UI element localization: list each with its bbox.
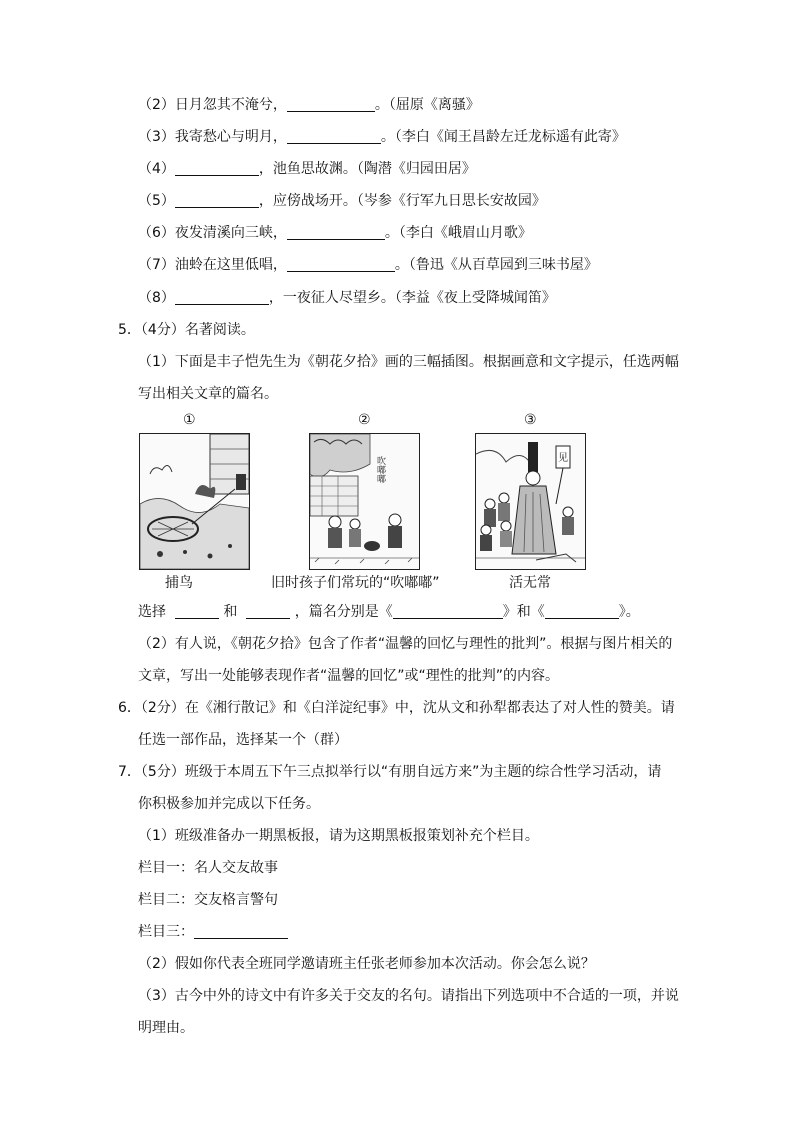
poem-prefix: （7）油蛉在这里低唱，	[138, 257, 287, 273]
poem-line	[138, 255, 598, 275]
q6-line1: 6．（2分）在《湘行散记》和《白洋淀纪事》中，沈从文和孙犁都表达了对人性的赞美。请	[118, 700, 675, 716]
figure-1-caption: 捕鸟	[165, 575, 193, 591]
q7-column-1: 栏目一：名人交友故事	[138, 860, 278, 876]
q7-sub1: （1）班级准备办一期黑板报，请为这期黑板报策划补充个栏目。	[138, 828, 539, 844]
answer-blank[interactable]	[175, 290, 269, 305]
poem-prefix: （6）夜发清溪向三峡，	[138, 225, 287, 241]
q7-line1: 7．（5分）班级于本周五下午三点拟举行以“有朋自远方来”为主题的综合性学习活动，请	[118, 764, 662, 780]
q5-title: 5．（4分）名著阅读。	[118, 322, 255, 338]
q5-select-line	[138, 602, 640, 622]
q5-sub2-line2: 文章，写出一处能够表现作者“温馨的回忆”或“理性的批判”的内容。	[138, 668, 560, 684]
children-playing-drawing	[310, 434, 419, 569]
poem-suffix: ，池鱼思故渊。（陶潜《归园田居》	[258, 161, 476, 177]
poem-line	[138, 223, 532, 243]
poem-suffix: ，应傍战场开。（岑参《行军九日思长安故园》	[258, 193, 546, 209]
bird-catching-drawing	[140, 434, 249, 569]
poem-line	[138, 159, 476, 179]
poem-prefix: （8）	[138, 290, 175, 306]
figure-2-number: ②	[358, 412, 371, 428]
title-label: ，篇名分别是《	[294, 604, 393, 620]
poem-suffix: 。（李白《闻王昌龄左迁龙标遥有此寄》	[380, 129, 626, 145]
q6-line2: 任选一部作品，选择某一个（群）	[138, 732, 348, 748]
q5-sub1-line2: 写出相关文章的篇名。	[138, 386, 278, 402]
q5-sub1-line1: （1）下面是丰子恺先生为《朝花夕拾》画的三幅插图。根据画意和文字提示，任选两幅	[138, 354, 679, 370]
figure-3-inset-text: 见	[558, 453, 568, 464]
poem-prefix: （5）	[138, 193, 175, 209]
figure-2-illustration	[309, 433, 420, 570]
poem-suffix: ，一夜征人尽望乡。（李益《夜上受降城闻笛》	[268, 290, 556, 306]
figure-1-illustration	[139, 433, 250, 570]
poem-prefix: （4）	[138, 161, 175, 177]
answer-blank[interactable]	[246, 604, 290, 619]
figure-3-caption: 活无常	[509, 575, 551, 591]
close-title-label: 》。	[618, 604, 640, 620]
figure-1-number: ①	[183, 412, 196, 428]
answer-blank[interactable]	[545, 604, 619, 619]
answer-blank[interactable]	[175, 193, 259, 208]
figure-2-caption: 旧时孩子们常玩的“吹嘟嘟”	[271, 575, 440, 591]
poem-line	[138, 191, 546, 211]
q7-column-2: 栏目二：交友格言警句	[138, 892, 278, 908]
answer-blank[interactable]	[287, 225, 385, 240]
answer-blank[interactable]	[194, 924, 288, 939]
answer-blank[interactable]	[175, 161, 259, 176]
poem-line	[138, 288, 556, 308]
poem-line	[138, 95, 480, 115]
poem-prefix: （3）我寄愁心与明月，	[138, 129, 287, 145]
select-label: 选择	[138, 604, 166, 620]
figure-2-inset-text: 吹嘟嘟	[375, 456, 385, 483]
q7-sub3-line2: 明理由。	[138, 1020, 194, 1036]
answer-blank[interactable]	[393, 604, 503, 619]
answer-blank[interactable]	[287, 257, 395, 272]
q7-column-3	[138, 922, 288, 942]
answer-blank[interactable]	[287, 97, 375, 112]
answer-blank[interactable]	[287, 129, 381, 144]
q7-sub3-line1: （3）古今中外的诗文中有许多关于交友的名句。请指出下列选项中不合适的一项，并说	[138, 988, 679, 1004]
poem-suffix: 。（屈原《离骚》	[374, 97, 480, 113]
huo-wuchang-drawing	[476, 434, 585, 569]
column-3-label: 栏目三：	[138, 924, 194, 940]
q5-sub2-line1: （2）有人说，《朝花夕拾》包含了作者“温馨的回忆与理性的批判”。根据与图片相关的	[138, 636, 673, 652]
figure-3-illustration	[475, 433, 586, 570]
and-label: 和	[223, 604, 238, 620]
and-title-label: 》和《	[502, 604, 545, 620]
poem-prefix: （2）日月忽其不淹兮，	[138, 97, 287, 113]
figure-3-number: ③	[524, 412, 537, 428]
poem-line	[138, 127, 626, 147]
q7-line2: 你积极参加并完成以下任务。	[138, 796, 320, 812]
q7-sub2: （2）假如你代表全班同学邀请班主任张老师参加本次活动。你会怎么说？	[138, 956, 595, 972]
poem-suffix: 。（鲁迅《从百草园到三味书屋》	[394, 257, 598, 273]
answer-blank[interactable]	[175, 604, 219, 619]
poem-suffix: 。（李白《峨眉山月歌》	[384, 225, 532, 241]
